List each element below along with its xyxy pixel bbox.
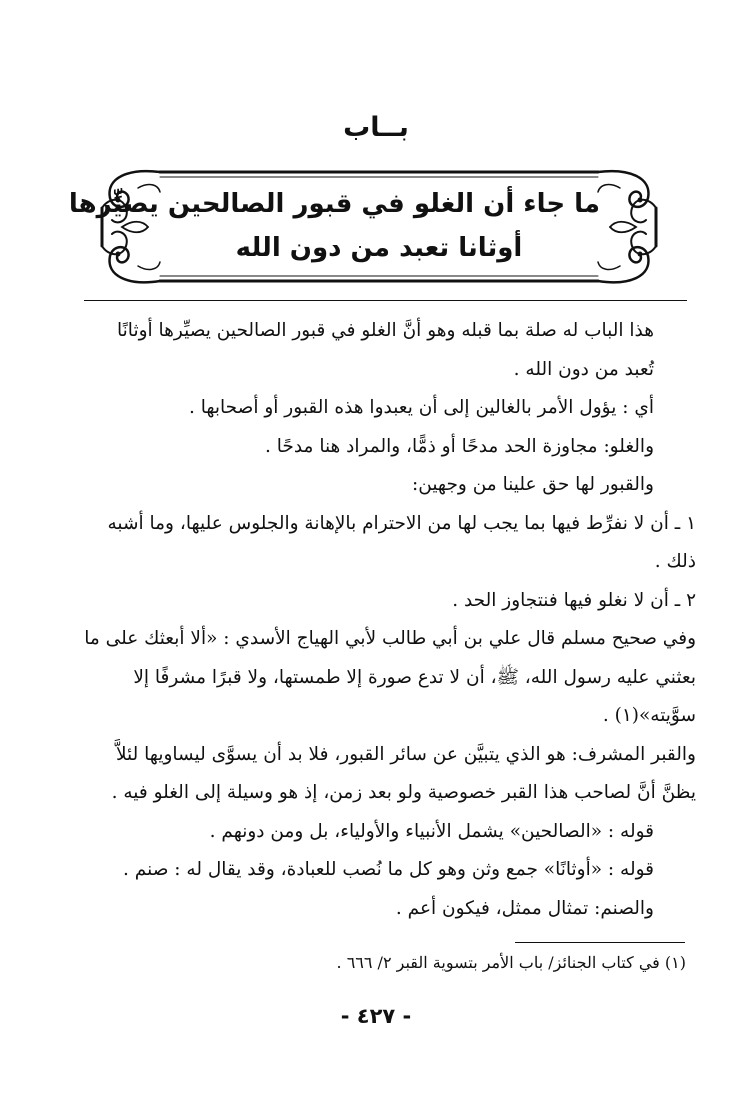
list-item-2: ٢ ـ أن لا نغلو فيها فنتجاوز الحد .: [452, 589, 696, 611]
chapter-title-line-1: ما جاء أن الغلو في قبور الصالحين يصيِّرها: [68, 189, 600, 219]
chapter-title-frame: [68, 168, 660, 286]
paragraph-raised-grave: والقبر المشرف: هو الذي يتبيَّن عن سائر القبور، فلا بد أن يسوَّى ليساويها لئلاَّ يظنَّ أنَّ لصاحب هذا القبر خصوصية ولو بعد زمن، إذ هو وسيلة إلى الغلو فيه .: [111, 743, 696, 803]
body-text: [84, 312, 696, 928]
footnote: (١) في كتاب الجنائز/ باب الأمر بتسوية القبر ٢/ ٦٦٦ .: [336, 953, 686, 972]
paragraph-meaning: أي : يؤول الأمر بالغالين إلى أن يعبدوا هذه القبور أو أصحابها .: [188, 397, 654, 418]
paragraph-ghuluw-definition: والغلو: مجاوزة الحد مدحًا أو ذمًّا، والمراد هنا مدحًا .: [264, 435, 654, 457]
header-rule: [84, 300, 687, 301]
chapter-title: [68, 182, 600, 270]
paragraph-sanam: والصنم: تمثال ممثل، فيكون أعم .: [395, 897, 654, 919]
chapter-label: بــاب: [343, 112, 409, 143]
paragraph-hadith: وفي صحيح مسلم قال علي بن أبي طالب لأبي الهياج الأسدي : «ألا أبعثك على ما بعثني عليه رسول الله، ﷺ، أن لا تدع صورة إلا طمستها، ولا قبرًا مشرفًا إلا سوَّيته»(١) .: [84, 628, 696, 726]
paragraph-graves-rights: والقبور لها حق علينا من وجهين:: [412, 474, 654, 495]
paragraph-awthan: قوله : «أوثانًا» جمع وثن وهو كل ما نُصب للعبادة، وقد يقال له : صنم .: [123, 859, 654, 880]
paragraph-salihin: قوله : «الصالحين» يشمل الأنبياء والأولياء، بل ومن دونهم .: [209, 820, 654, 842]
chapter-title-line-2: أوثانا تعبد من دون الله: [235, 233, 523, 263]
paragraph-intro: هذا الباب له صلة بما قبله وهو أنَّ الغلو في قبور الصالحين يصيِّرها أوثانًا تُعبد من دون الله .: [117, 320, 654, 380]
page-number: - ٤٢٧ -: [340, 1004, 412, 1028]
list-item-1: ١ ـ أن لا نفرِّط فيها بما يجب لها من الاحترام بالإهانة والجلوس عليها، وما أشبه ذلك .: [107, 512, 696, 572]
footnote-rule: [515, 942, 685, 943]
